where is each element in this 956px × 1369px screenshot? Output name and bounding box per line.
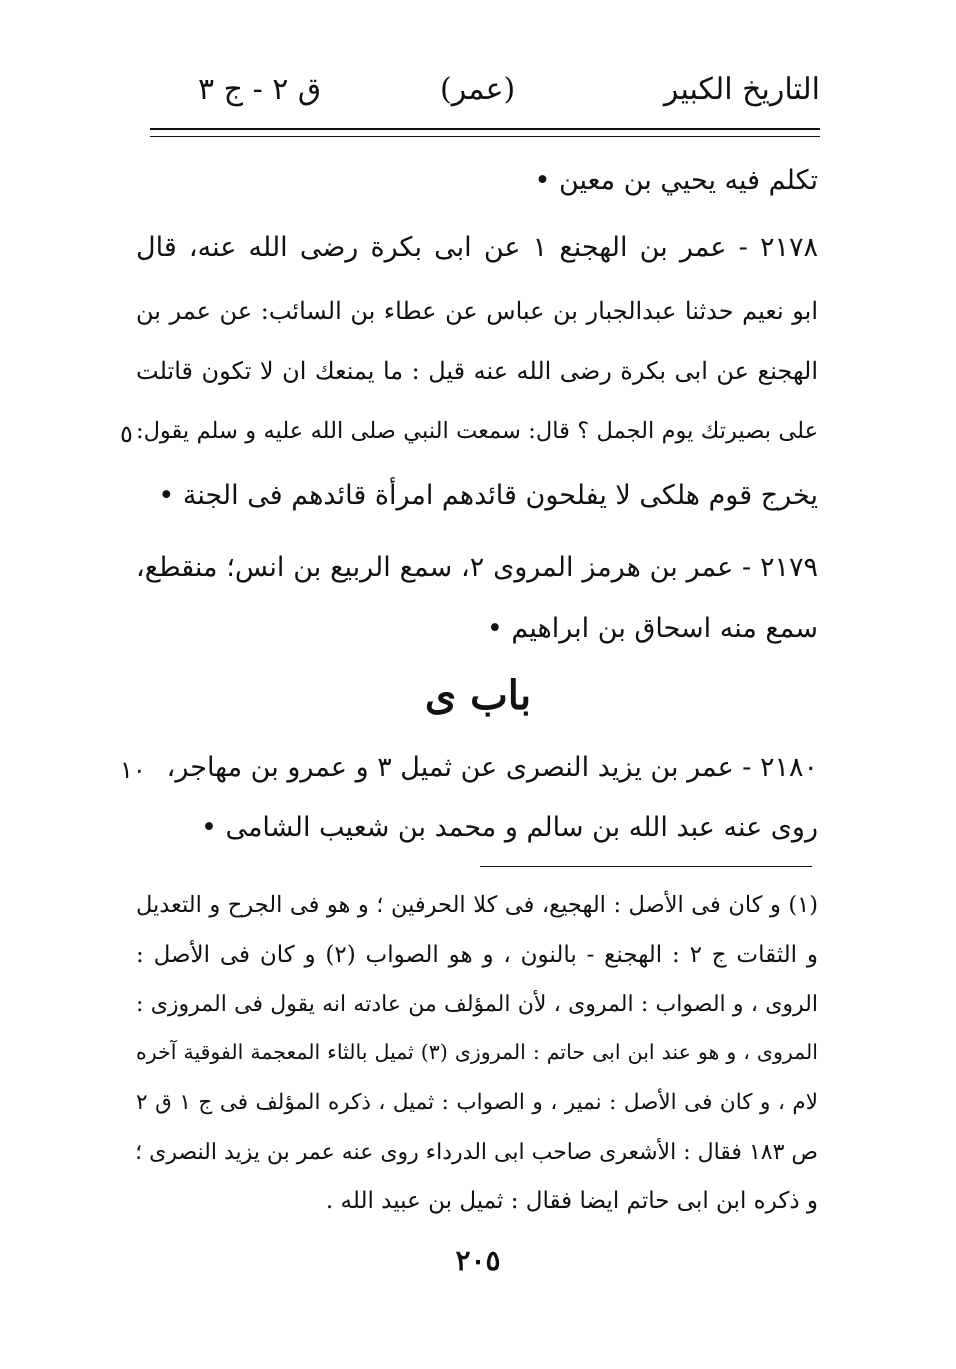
page-number: ٢٠٥	[455, 1244, 501, 1277]
text-line: ٢١٨٠ - عمر بن يزيد النصرى عن ثميل ٣ و عمرو بن مهاجر،	[166, 752, 818, 783]
running-header	[150, 72, 820, 122]
footnote-line: الروى ، و الصواب : المروى ، لأن المؤلف من عادته انه يقول فى المروزى :	[136, 992, 818, 1017]
footnote-line: و ذكره ابن ابى حاتم ايضا فقال : ثميل بن عبيد الله .	[325, 1188, 818, 1214]
text-line: تكلم فيه يحيي بن معين •	[534, 165, 818, 196]
text-line: روى عنه عبد الله بن سالم و محمد بن شعيب الشامى •	[200, 812, 818, 843]
header-volume: ق ٢ - ج ٣	[198, 72, 322, 107]
footnote-separator	[480, 866, 812, 867]
section-heading: باب ى	[424, 672, 532, 719]
footnote-line: المروى ، و هو عند ابن ابى حاتم : المروزى (٣) ثميل بالثاء المعجمة الفوقية آخره	[136, 1040, 818, 1064]
text-line: ٢١٧٩ - عمر بن هرمز المروى ٢، سمع الربيع بن انس؛ منقطع،	[136, 552, 818, 583]
text-line: ابو نعيم حدثنا عبدالجبار بن عباس عن عطاء بن السائب: عن عمر بن	[136, 297, 818, 325]
text-line: على بصيرتك يوم الجمل ؟ قال: سمعت النبي صلى الله عليه و سلم يقول:	[136, 418, 818, 444]
text-line: يخرج قوم هلكى لا يفلحون قائدهم امرأة قائدهم فى الجنة •	[158, 480, 818, 511]
footnote-line: ص ١٨٣ فقال : الأشعرى صاحب ابى الدرداء روى عنه عمر بن يزيد النصرى ؛	[135, 1140, 818, 1165]
margin-line-number: ١٠	[120, 756, 146, 784]
header-rule-thin	[150, 136, 820, 137]
header-center: (عمر)	[440, 72, 516, 107]
header-title: التاريخ الكبير	[663, 72, 820, 107]
header-rule	[150, 128, 820, 130]
text-line: ٢١٧٨ - عمر بن الهجنع ١ عن ابى بكرة رضى الله عنه، قال	[136, 232, 818, 263]
footnote-line: (١) و كان فى الأصل : الهجيع، فى كلا الحرفين ؛ و هو فى الجرح و التعديل	[136, 892, 818, 918]
text-line: سمع منه اسحاق بن ابراهيم •	[486, 613, 818, 644]
footnote-line: و الثقات ج ٢ : الهجنع - بالنون ، و هو الصواب (٢) و كان فى الأصل :	[136, 942, 818, 968]
margin-line-number: ٥	[120, 420, 133, 448]
footnote-line: لام ، و كان فى الأصل : نمير ، و الصواب : ثميل ، ذكره المؤلف فى ج ١ ق ٢	[136, 1090, 818, 1115]
text-line: الهجنع عن ابى بكرة رضى الله عنه قيل : ما يمنعك ان لا تكون قاتلت	[136, 357, 818, 385]
